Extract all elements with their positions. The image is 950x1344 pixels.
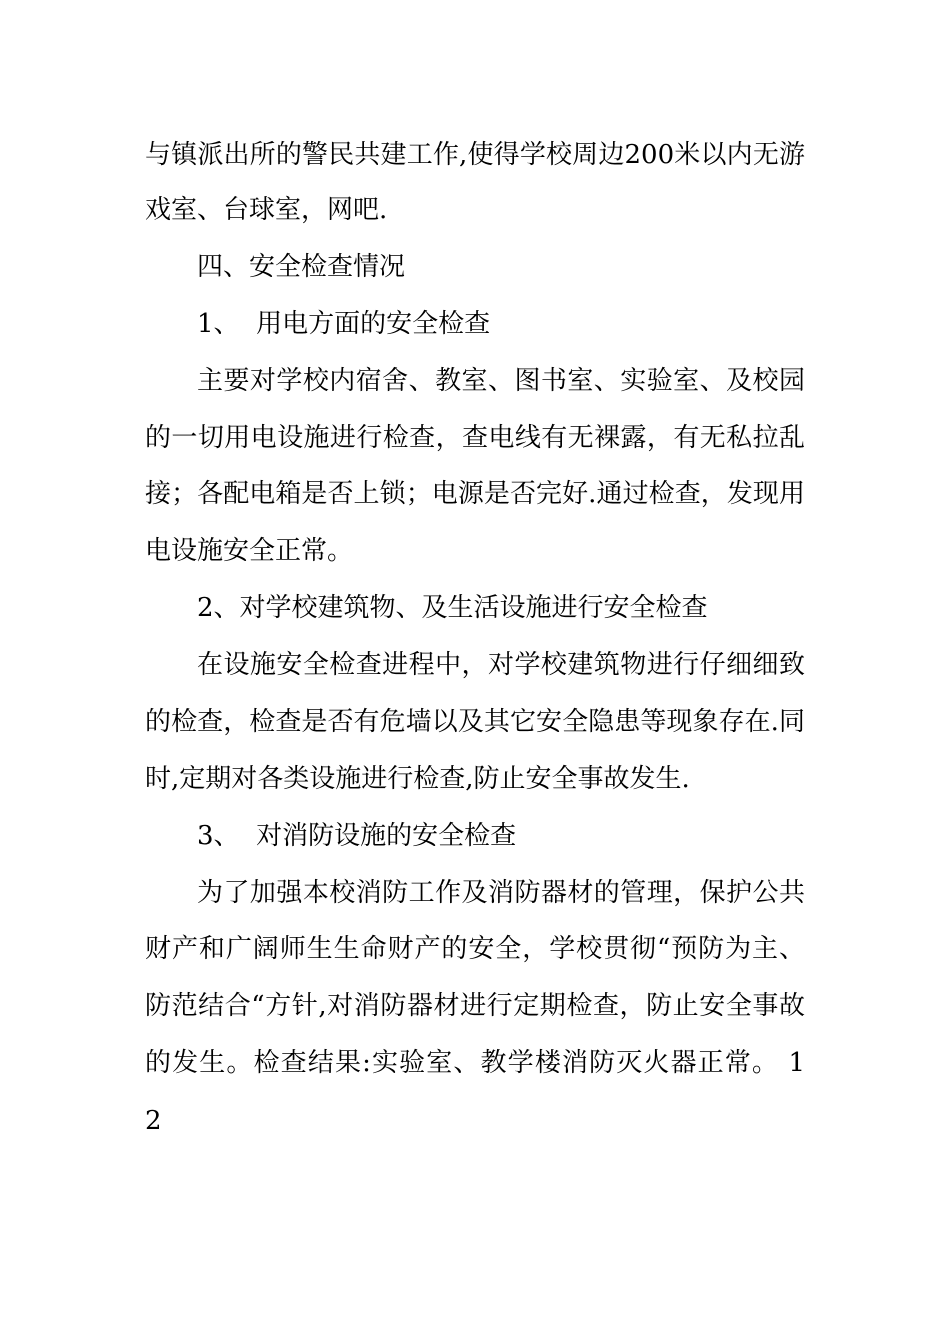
text-line: 的检查，检查是否有危墙以及其它安全隐患等现象存在.同: [145, 707, 805, 737]
text-line: 在设施安全检查进程中，对学校建筑物进行仔细细致: [197, 650, 805, 680]
subsection-heading: 3、 对消防设施的安全检查: [197, 821, 517, 851]
text-line: 戏室、台球室，网吧.: [145, 195, 388, 225]
text-line: 电设施安全正常。: [145, 536, 354, 566]
text-line: 为了加强本校消防工作及消防器材的管理，保护公共: [197, 878, 805, 908]
text-line: 防范结合“方针,对消防器材进行定期检查，防止安全事故: [145, 991, 805, 1021]
text-line: 与镇派出所的警民共建工作,使得学校周边200米以内无游: [145, 140, 805, 170]
text-line: 2: [145, 1106, 162, 1136]
text-line: 的发生。检查结果:实验室、教学楼消防灭火器正常。 1: [145, 1048, 805, 1078]
text-line: 的一切用电设施进行检查，查电线有无裸露，有无私拉乱: [145, 423, 805, 453]
section-heading: 四、安全检查情况: [197, 252, 406, 282]
text-line: 接；各配电箱是否上锁；电源是否完好.通过检查，发现用: [145, 479, 805, 509]
text-line: 主要对学校内宿舍、教室、图书室、实验室、及校园: [197, 366, 805, 396]
subsection-heading: 2、对学校建筑物、及生活设施进行安全检查: [197, 593, 708, 623]
text-line: 财产和广阔师生生命财产的安全，学校贯彻“预防为主、: [145, 934, 805, 964]
subsection-heading: 1、 用电方面的安全检查: [197, 309, 491, 339]
text-line: 时,定期对各类设施进行检查,防止安全事故发生.: [145, 764, 690, 794]
